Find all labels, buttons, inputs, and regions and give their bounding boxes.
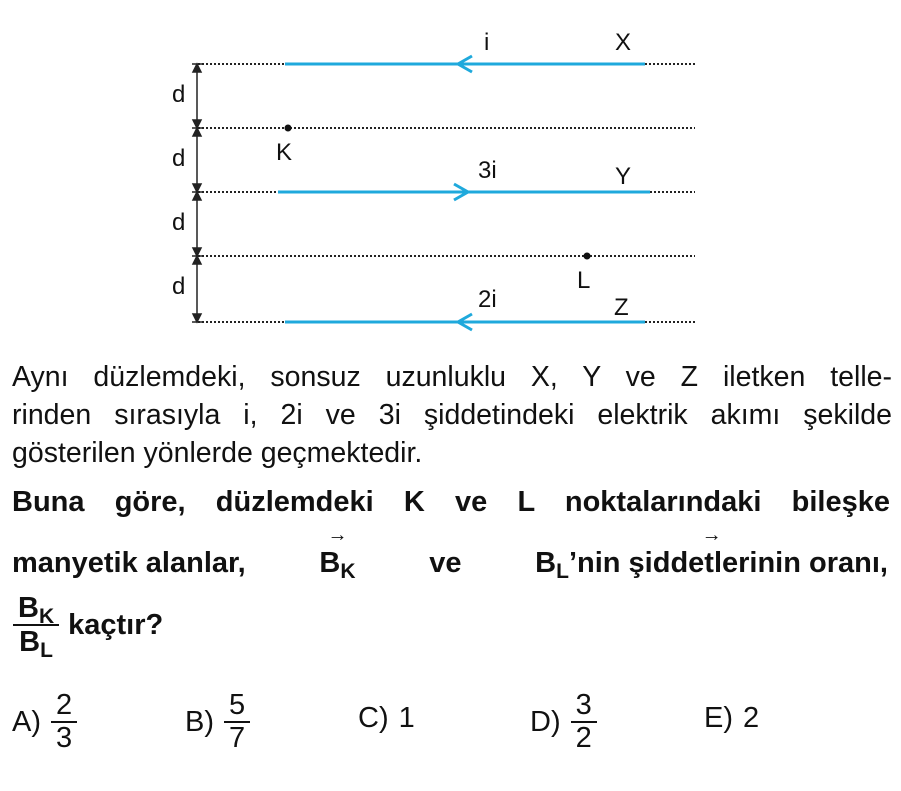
option-e[interactable]: E) 2 bbox=[704, 702, 760, 734]
spacing-label: d bbox=[172, 81, 186, 108]
wire-name-x: X bbox=[615, 29, 632, 56]
question-text: kaçtır? bbox=[68, 608, 164, 641]
point-l-label: L bbox=[577, 267, 591, 294]
spacing-label: d bbox=[172, 273, 186, 300]
wire-z bbox=[285, 314, 645, 330]
ratio-fraction: $\frac{B_K}{B_L}$ bbox=[12, 592, 60, 658]
point-l-dot bbox=[584, 253, 591, 260]
spacing-label: d bbox=[172, 209, 186, 236]
question-line-2 bbox=[12, 524, 888, 583]
vector-arrow-icon: → bbox=[701, 524, 722, 546]
spacing-label: d bbox=[172, 145, 186, 172]
wire-diagram bbox=[0, 0, 901, 345]
wire-y bbox=[278, 184, 650, 200]
problem-line: Aynı düzlemdeki, sonsuz uzunluklu X, Y ve Z iletken telle- bbox=[12, 361, 892, 393]
wire-x bbox=[285, 56, 645, 72]
vector-bk: → $B_K$ bbox=[319, 524, 356, 583]
problem-line: gösterilen yönlerde geçmektedir. bbox=[12, 437, 423, 469]
option-a[interactable]: A) $\frac{2}{3}$ bbox=[12, 690, 77, 754]
vector-arrow-icon: → bbox=[327, 524, 348, 546]
problem-statement bbox=[12, 358, 892, 472]
question-line-1: Buna göre, düzlemdeki K ve L noktalarındaki bileşke bbox=[12, 486, 890, 518]
point-k-dot bbox=[285, 125, 292, 132]
wire-name-z: Z bbox=[614, 294, 629, 321]
vector-bl: → $B_L’nin$ şiddetlerinin oranı, bbox=[535, 524, 888, 583]
option-d[interactable]: D) $\frac{3}{2}$ bbox=[530, 690, 597, 754]
question-line-3 bbox=[12, 592, 890, 662]
question-text: manyetik alanlar, bbox=[12, 547, 246, 579]
option-b[interactable]: B) $\frac{5}{7}$ bbox=[185, 690, 250, 754]
question-text: ve bbox=[429, 547, 462, 579]
option-c[interactable]: C) 1 bbox=[358, 702, 415, 734]
wire-name-y: Y bbox=[615, 163, 632, 190]
current-label-z: 2i bbox=[478, 286, 497, 313]
current-label-x: i bbox=[484, 29, 490, 56]
current-label-y: 3i bbox=[478, 157, 497, 184]
problem-line: rinden sırasıyla i, 2i ve 3i şiddetindeki elektrik akımı şekilde bbox=[12, 399, 892, 431]
point-k-label: K bbox=[276, 139, 293, 166]
dimension-marker bbox=[192, 64, 202, 322]
